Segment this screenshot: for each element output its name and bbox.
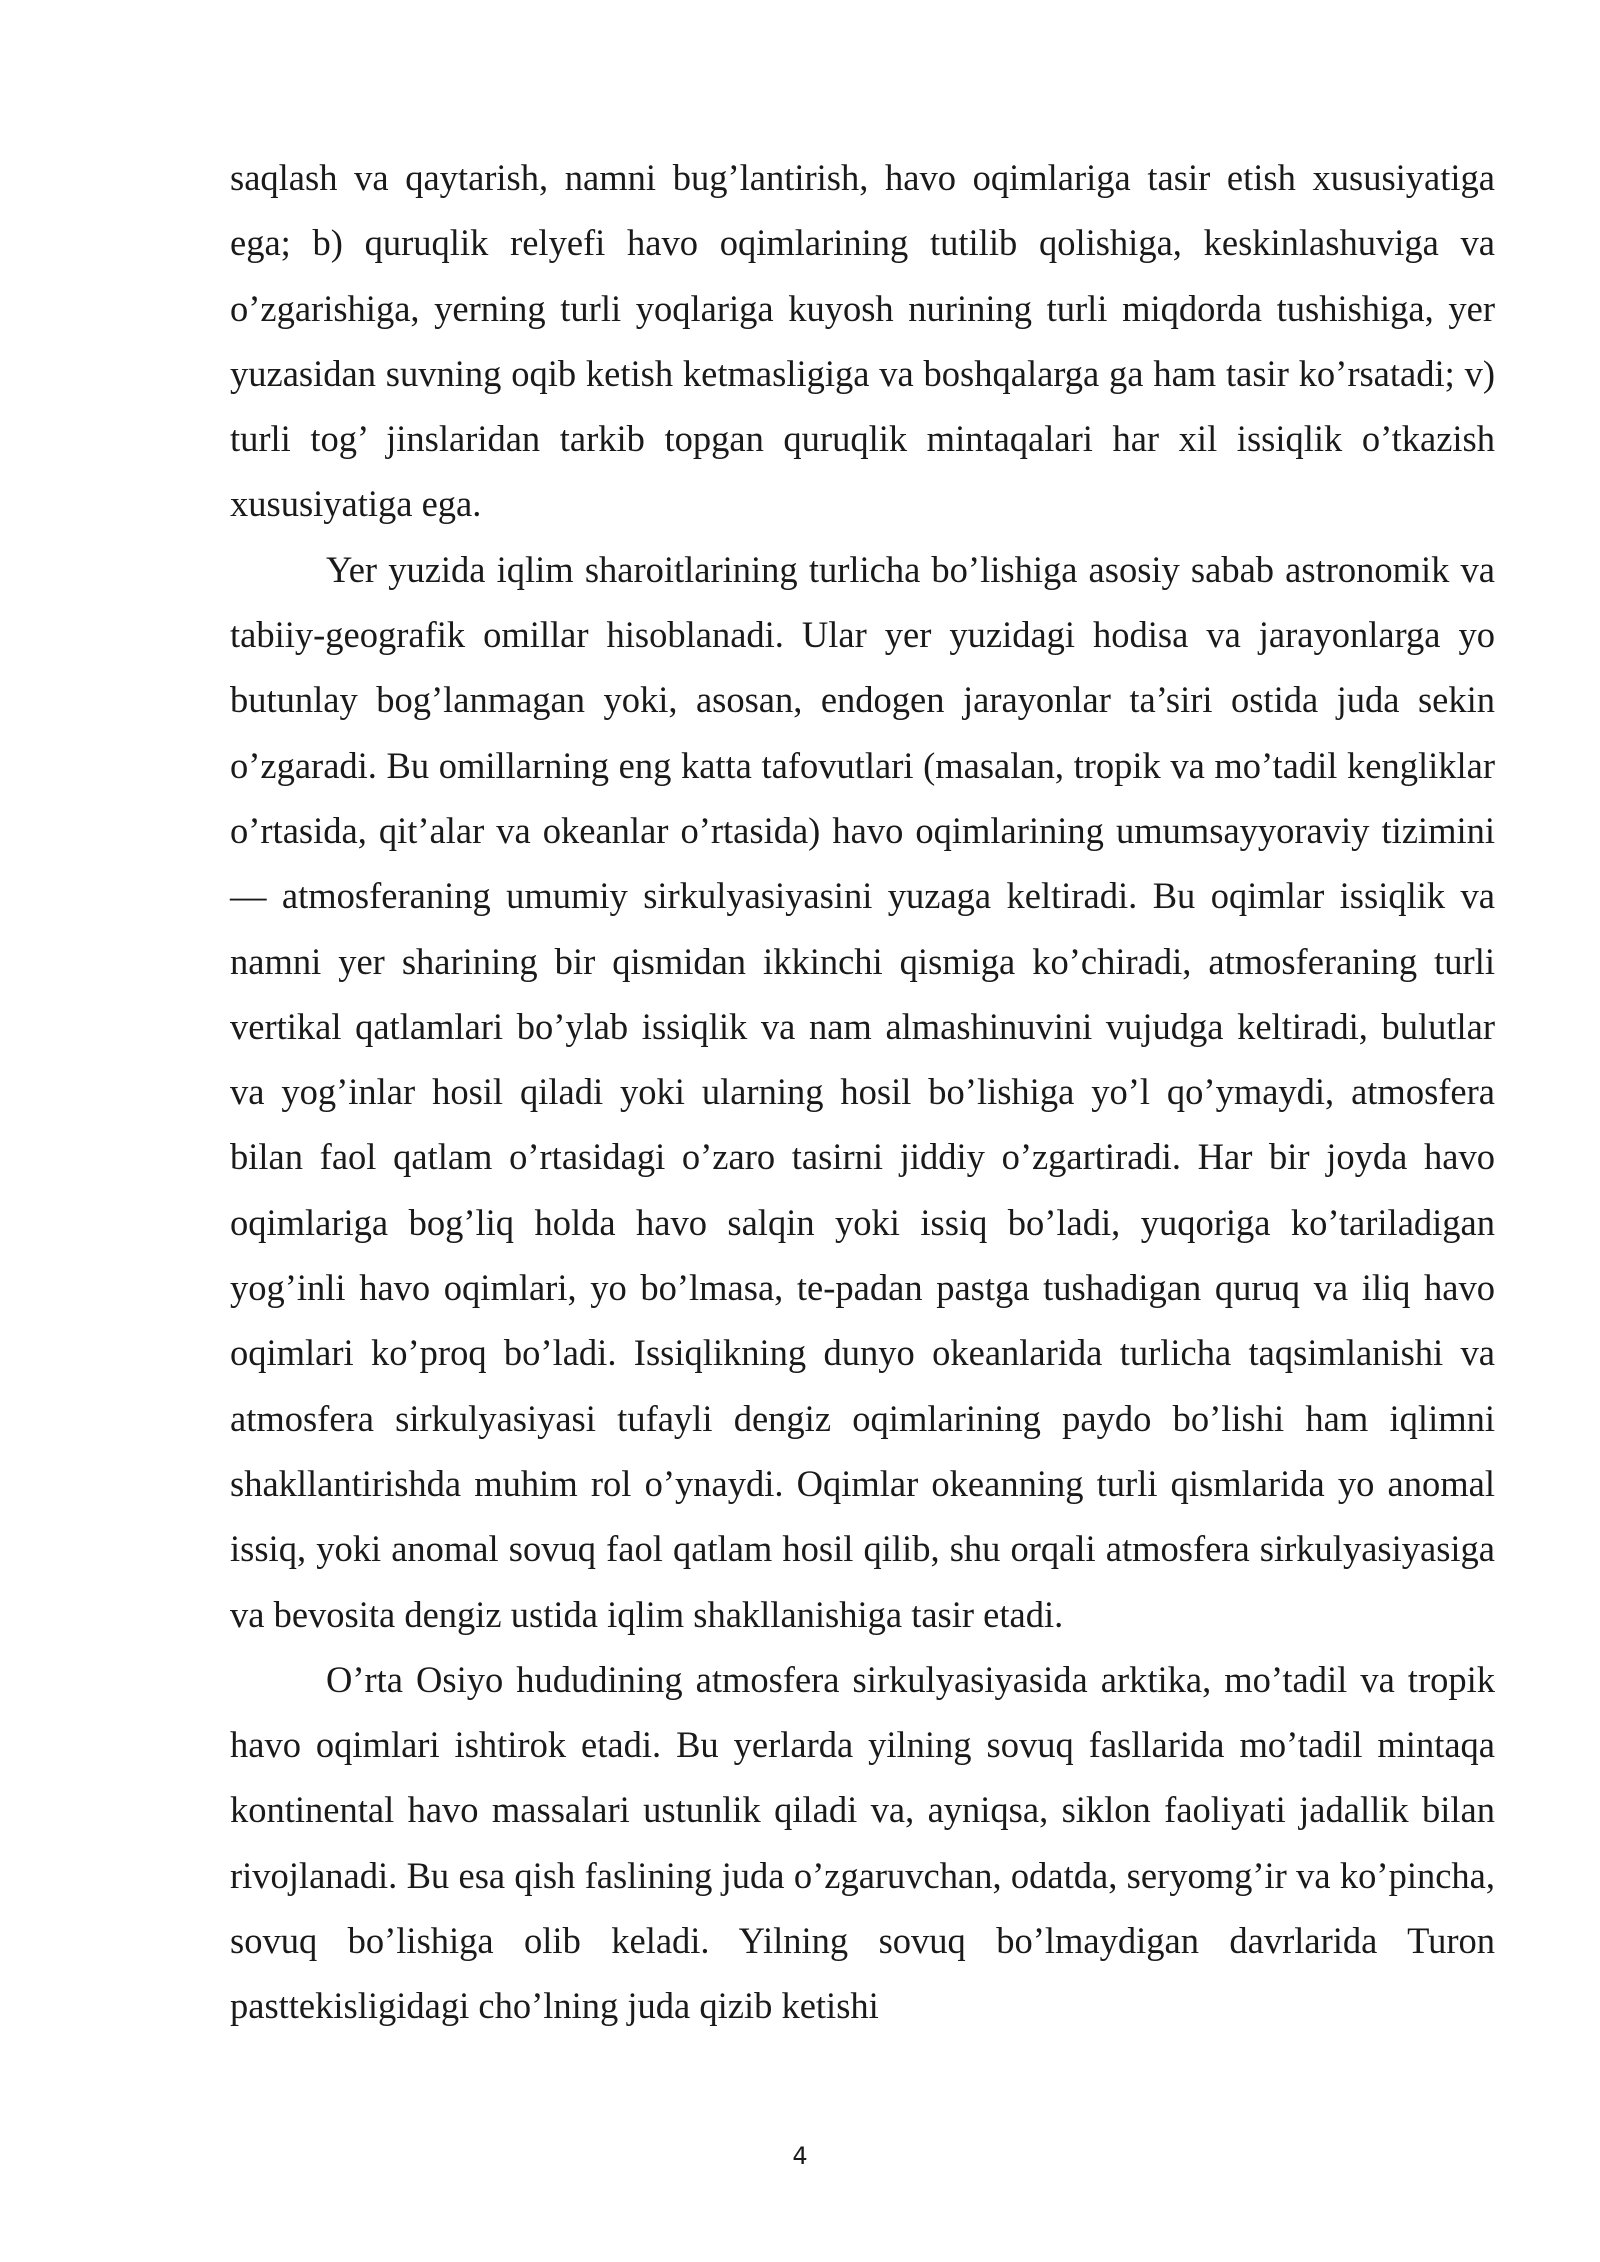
body-text <box>230 145 1495 2039</box>
paragraph-3: O’rta Osiyo hududining atmosfera sirkulyasiyasida arktika, mo’tadil va tropik havo oqimlari ishtirok etadi. Bu yerlarda yilning sovuq fasllarida mo’tadil mintaqa kontinental havo massalari ustunlik qiladi va, ayniqsa, siklon faoliyati jadallik bilan rivojlanadi. Bu esa qish faslining juda o’zgaruvchan, odatda, seryomg’ir va ko’pincha, sovuq bo’lishiga olib keladi. Yilning sovuq bo’lmaydigan davrlarida Turon pasttekisligidagi cho’lning juda qizib ketishi <box>230 1658 1495 2027</box>
page-number: 4 <box>792 2142 808 2170</box>
paragraph-1: saqlash va qaytarish, namni bug’lantirish, havo oqimlariga tasir etish xususiyatiga ega; b) quruqlik relyefi havo oqimlarining tutilib qolishiga, keskinlashuviga va o’zgarishiga, yerning turli yoqlariga kuyosh nurining turli miqdorda tushishiga, yer yuzasidan suvning oqib ketish ketmasligiga va boshqalarga ga ham tasir ko’rsatadi; v) turli tog’ jinslaridan tarkib topgan quruqlik mintaqalari har xil issiqlik o’tkazish xususiyatiga ega. <box>230 157 1495 525</box>
paragraph-2: Yer yuzida iqlim sharoitlarining turlicha bo’lishiga asosiy sabab astronomik va tabiiy-geografik omillar hisoblanadi. Ular yer yuzidagi hodisa va jarayonlarga yo butunlay bog’lanmagan yoki, asosan, endogen jarayonlar ta’siri ostida juda sekin o’zgaradi. Bu omillarning eng katta tafovutlari (masalan, tropik va mo’tadil kengliklar o’rtasida, qit’alar va okeanlar o’rtasida) havo oqimlarining umumsayyoraviy tizimini — atmosferaning umumiy sirkulyasiyasini yuzaga keltiradi. Bu oqimlar issiqlik va namni yer sharining bir qismidan ikkinchi qismiga ko’chiradi, atmosferaning turli vertikal qatlamlari bo’ylab issiqlik va nam almashinuvini vujudga keltiradi, bulutlar va yog’inlar hosil qiladi yoki ularning hosil bo’lishiga yo’l qo’ymaydi, atmosfera bilan faol qatlam o’rtasidagi o’zaro tasirni jiddiy o’zgartiradi. Har bir joyda havo oqimlariga bog’liq holda havo salqin yoki issiq bo’ladi, yuqoriga ko’tariladigan yog’inli havo oqimlari, yo bo’lmasa, te-padan pastga tushadigan quruq va iliq havo oqimlari ko’proq bo’ladi. Issiqlikning dunyo okeanlarida turlicha taqsimlanishi va atmosfera sirkulyasiyasi tufayli dengiz oqimlarining paydo bo’lishi ham iqlimni shakllantirishda muhim rol o’ynaydi. Oqimlar okeanning turli qismlarida yo anomal issiq, yoki anomal sovuq faol qatlam hosil qilib, shu orqali atmosfera sirkulyasiyasiga va bevosita dengiz ustida iqlim shakllanishiga tasir etadi. <box>230 548 1495 1635</box>
